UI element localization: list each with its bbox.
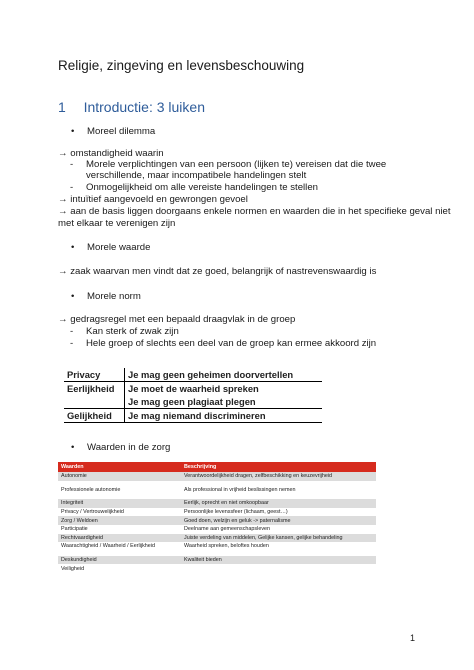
description-cell: Eerlijk, oprecht en niet omkoopbaar xyxy=(181,499,376,508)
table-row xyxy=(58,499,376,508)
value-cell: Integriteit xyxy=(58,499,181,508)
dash-marker: - xyxy=(70,159,74,170)
values-norms-table xyxy=(64,368,322,423)
description-cell: Waarheid spreken, beloftes houden xyxy=(181,542,376,551)
table-row xyxy=(58,486,376,495)
section-heading xyxy=(58,99,205,115)
arrow-line: → intuïtief aangevoeld en gewrongen gevoel xyxy=(58,194,248,205)
section-number: 1 xyxy=(58,99,66,115)
table-row xyxy=(58,564,376,573)
table-row xyxy=(64,409,322,423)
description-cell: Verantwoordelijkheid dragen, zelfbeschikking en keuzevrijheid xyxy=(181,472,376,481)
table-row xyxy=(58,472,376,481)
arrow-line-continued: met elkaar te verenigen zijn xyxy=(58,218,176,229)
value-cell: Waarachtigheid / Waarheid / Eerlijkheid xyxy=(58,542,181,551)
value-cell: Gelijkheid xyxy=(64,409,125,423)
table-row xyxy=(64,382,322,396)
dash-marker: - xyxy=(70,326,74,337)
norm-cell: Je mag geen geheimen doorvertellen xyxy=(125,368,323,382)
value-cell: Veiligheid xyxy=(58,564,181,573)
dash-line: Morele verplichtingen van een persoon (lijken te) vereisen dat die twee xyxy=(86,159,387,170)
value-cell: Eerlijkheid xyxy=(64,382,125,396)
table-header-row xyxy=(58,462,376,472)
document-title: Religie, zingeving en levensbeschouwing xyxy=(58,58,305,73)
table-row xyxy=(58,534,376,543)
value-cell xyxy=(64,395,125,409)
page-number: 1 xyxy=(410,633,416,643)
description-cell xyxy=(181,564,376,573)
dash-line: Onmogelijkheid om alle vereiste handelingen te stellen xyxy=(86,182,318,193)
norm-cell: Je mag niemand discrimineren xyxy=(125,409,323,423)
bullet-morele-norm: Morele norm xyxy=(87,291,141,302)
section-title: Introductie: 3 luiken xyxy=(83,99,205,115)
bullet-dot: • xyxy=(71,126,75,137)
table-row xyxy=(58,508,376,517)
table-row xyxy=(58,556,376,565)
value-cell: Participatie xyxy=(58,525,181,534)
description-cell: Goed doen, welzijn en geluk -> paternalisme xyxy=(181,516,376,525)
arrow-line: → zaak waarvan men vindt dat ze goed, belangrijk of nastrevenswaardig is xyxy=(58,266,377,277)
table-row xyxy=(58,516,376,525)
bullet-morele-waarde: Morele waarde xyxy=(87,242,151,253)
norm-cell: Je moet de waarheid spreken xyxy=(125,382,323,396)
dash-line: Hele groep of slechts een deel van de groep kan ermee akkoord zijn xyxy=(86,338,377,349)
bullet-dot: • xyxy=(71,242,75,253)
norm-cell: Je mag geen plagiaat plegen xyxy=(125,395,323,409)
bullet-dot: • xyxy=(71,291,75,302)
description-cell: Als professional in vrijheid beslissingen nemen xyxy=(181,486,376,495)
value-cell: Zorg / Weldoen xyxy=(58,516,181,525)
arrow-line: → gedragsregel met een bepaald draagvlak in de groep xyxy=(58,314,296,325)
description-cell: Persoonlijke levenssfeer (lichaam, geest…) xyxy=(181,508,376,517)
value-cell: Privacy xyxy=(67,369,101,380)
column-header: Beschrijving xyxy=(181,462,376,472)
description-cell: Kwaliteit bieden xyxy=(181,556,376,565)
dash-marker: - xyxy=(70,338,74,349)
bullet-dot: • xyxy=(71,442,75,453)
dash-line-continued: verschillende, maar incompatibele handelingen stelt xyxy=(86,170,307,181)
value-cell: Rechtvaardigheid xyxy=(58,534,181,543)
care-values-table xyxy=(58,462,376,573)
dash-marker: - xyxy=(70,182,74,193)
description-cell: Juiste verdeling van middelen, Gelijke kansen, gelijke behandeling xyxy=(181,534,376,543)
table-row xyxy=(58,542,376,551)
table-row xyxy=(64,368,322,382)
description-cell: Deelname aan gemeenschapsleven xyxy=(181,525,376,534)
bullet-moreel-dilemma: Moreel dilemma xyxy=(87,126,156,137)
value-cell: Professionele autonomie xyxy=(58,486,181,495)
table-row xyxy=(58,525,376,534)
bullet-waarden-zorg: Waarden in de zorg xyxy=(87,442,171,453)
value-cell: Deskundigheid xyxy=(58,556,181,565)
arrow-line: → omstandigheid waarin xyxy=(58,148,164,159)
value-cell: Privacy / Vertrouwelijkheid xyxy=(58,508,181,517)
column-header: Waarden xyxy=(58,462,181,472)
arrow-line: → aan de basis liggen doorgaans enkele normen en waarden die in het specifieke geval niet xyxy=(58,206,451,217)
table-row xyxy=(64,395,322,409)
value-cell: Autonomie xyxy=(58,472,181,481)
dash-line: Kan sterk of zwak zijn xyxy=(86,326,179,337)
